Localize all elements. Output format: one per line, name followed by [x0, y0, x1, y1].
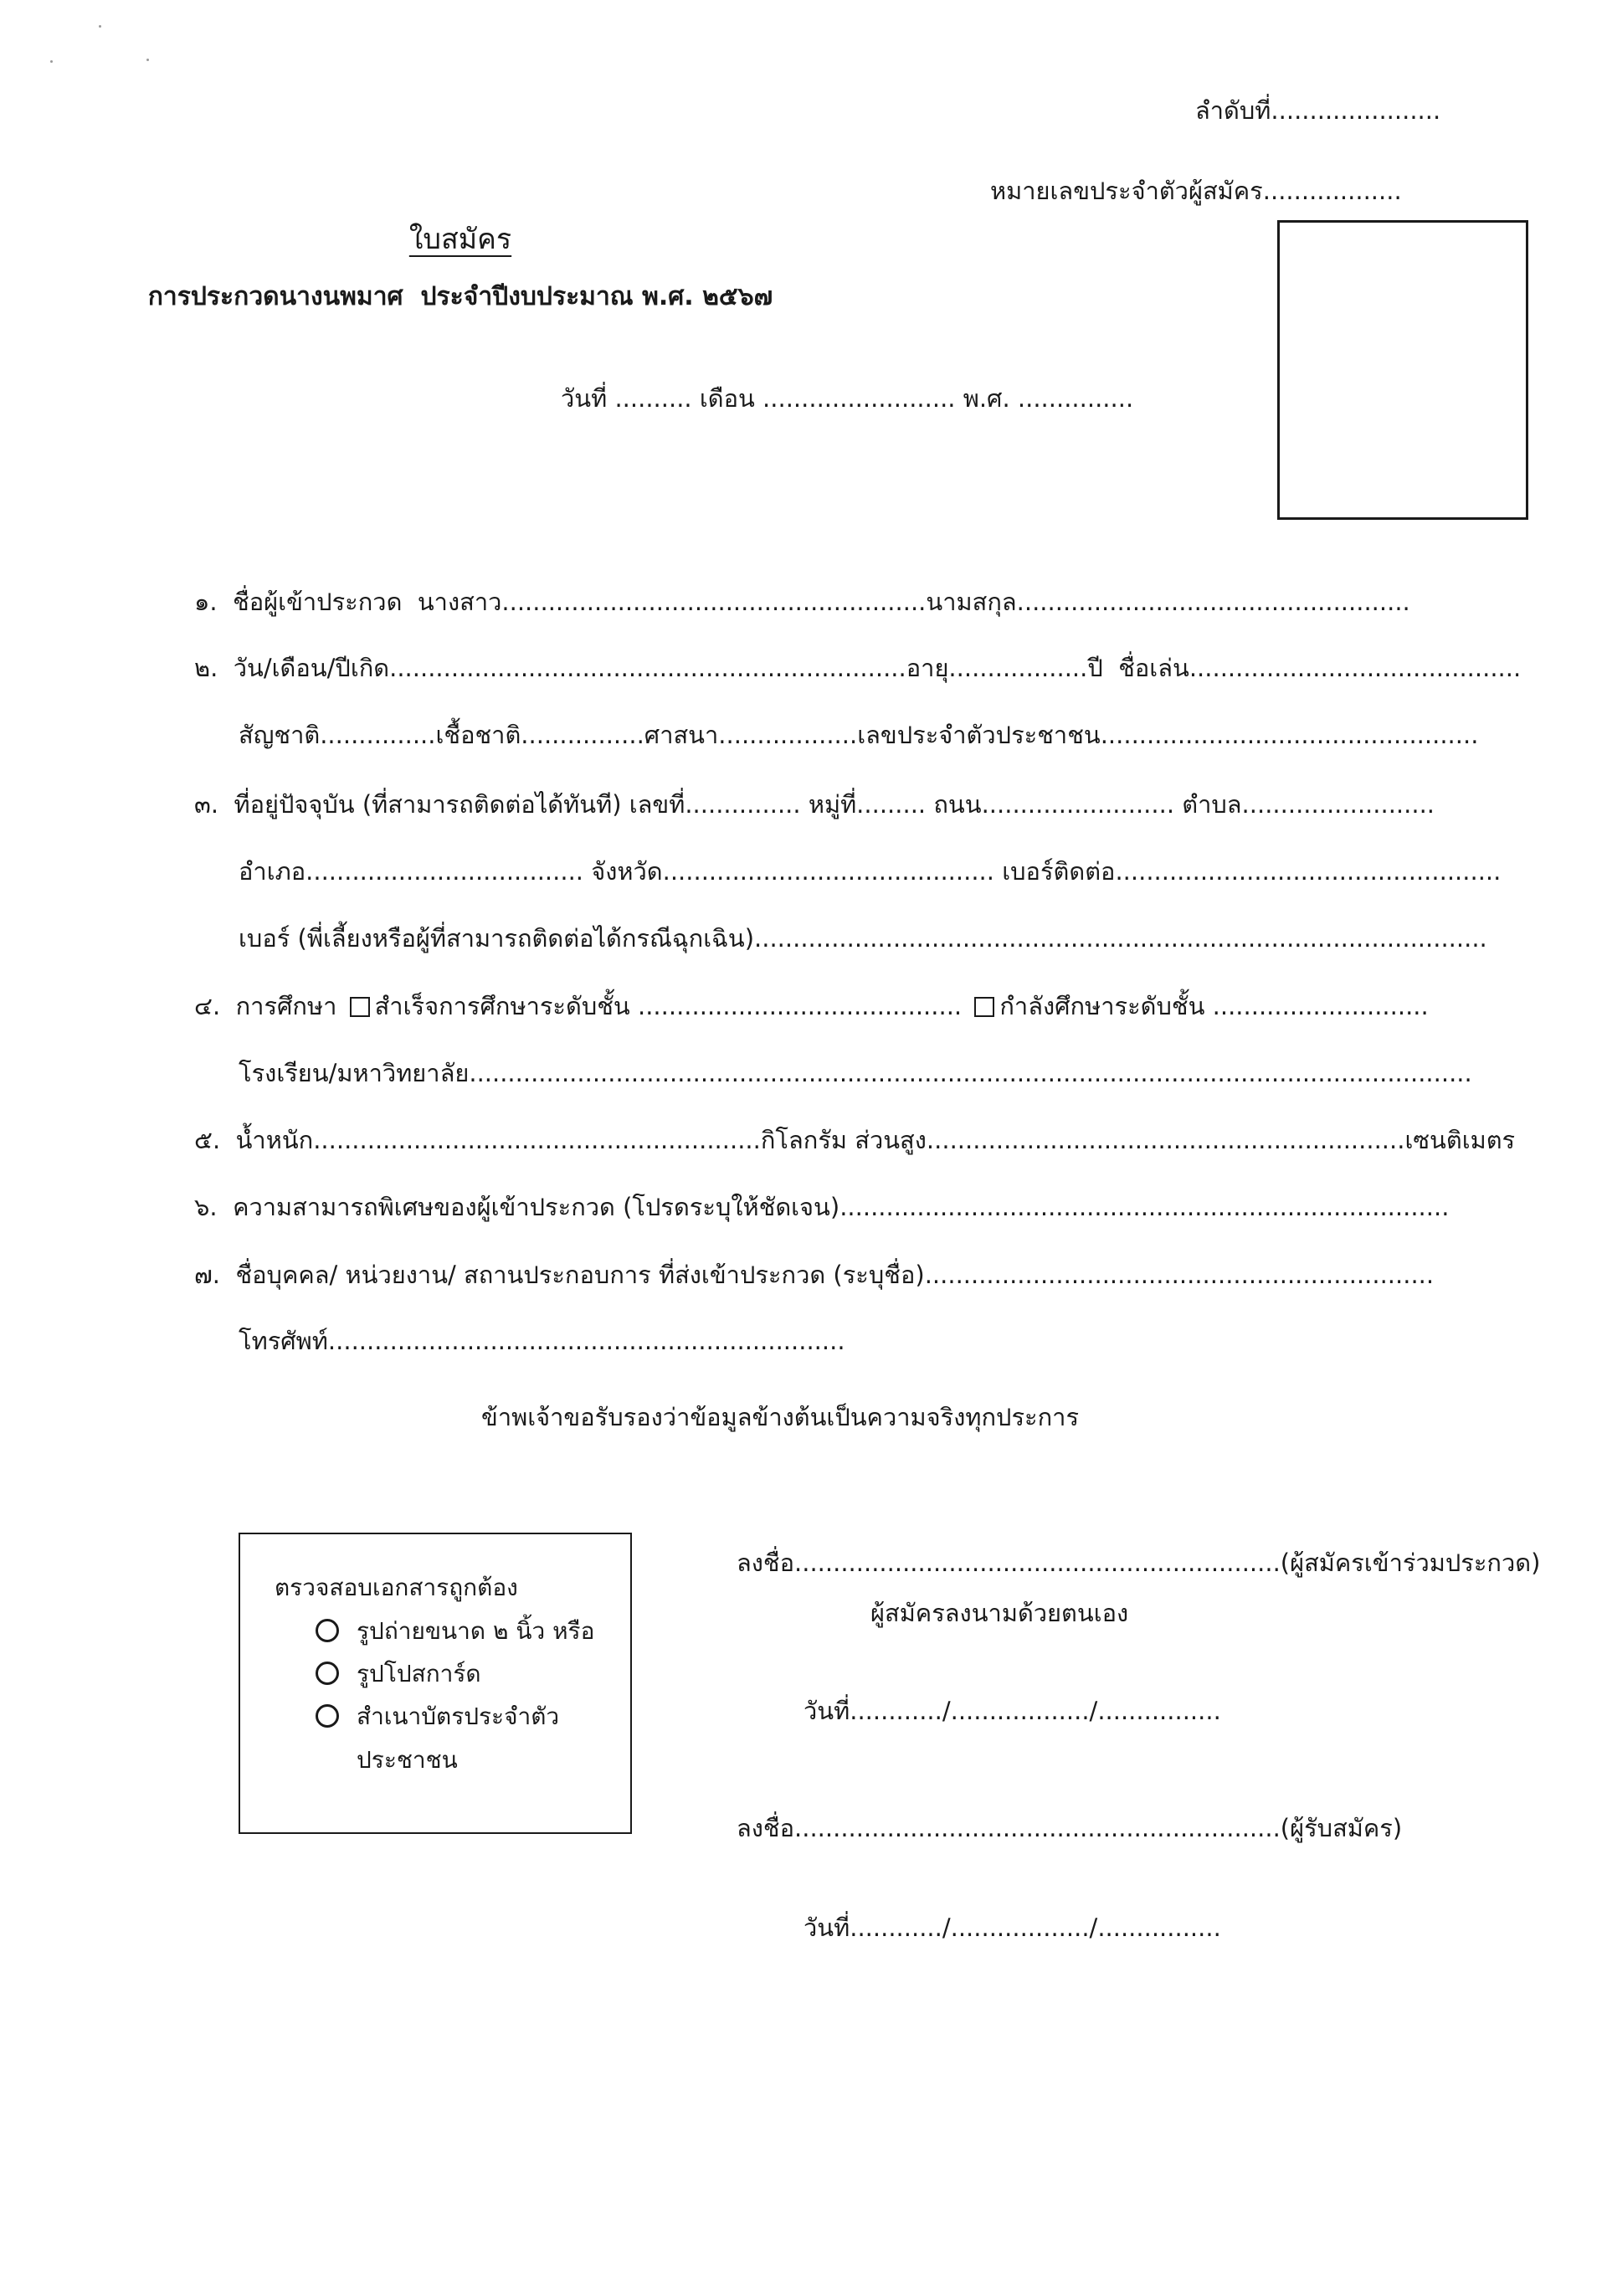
radio-photo[interactable] [316, 1619, 339, 1642]
form-subtitle: การประกวดนางนพมาศ ประจำปีงบประมาณ พ.ศ. ๒๕๖๗ [147, 282, 773, 311]
applicant-signature: ลงชื่อ...............................................................(ผู้สมัครเข้าร่วมประกวด) [737, 1549, 1541, 1577]
radio-postcard[interactable] [316, 1662, 339, 1685]
field-2-nationality: สัญชาติ...............เชื้อชาติ................ศาสนา..................เลขประจำตัวประชาชน................................................. [239, 721, 1479, 749]
checklist-item: รูปถ่ายขนาด ๒ นิ้ว หรือ [357, 1617, 595, 1645]
checkbox-studying[interactable] [974, 997, 994, 1017]
checklist-item: รูปโปสการ์ด [357, 1660, 481, 1687]
field-6-talent: ๖. ความสามารถพิเศษของผู้เข้าประกวด (โปรดระบุให้ชัดเจน)............................................................................... [194, 1193, 1450, 1221]
scan-speck [146, 59, 149, 61]
applicant-signature-note: ผู้สมัครลงนามด้วยตนเอง [870, 1599, 1129, 1627]
field-3-district: อำเภอ.................................... จังหวัด........................................... เบอร์ติดต่อ.................................................. [239, 857, 1502, 886]
field-5-weight-height: ๕. น้ำหนัก..........................................................กิโลกรัม ส่วนสูง..............................................................เซนติเมตร [194, 1126, 1516, 1154]
field-1-name: ๑. ชื่อผู้เข้าประกวด นางสาว.......................................................นามสกุล................................................... [194, 588, 1410, 616]
field-7-sender: ๗. ชื่อบุคคล/ หน่วยงาน/ สถานประกอบการ ที่ส่งเข้าประกวด (ระบุชื่อ).................................................................. [194, 1261, 1435, 1289]
applicant-id: หมายเลขประจำตัวผู้สมัคร.................. [990, 177, 1402, 205]
field-4-label: ๔. การศึกษา [194, 992, 337, 1020]
scan-speck [99, 25, 101, 28]
receiver-signature-date: วันที่............/................../................ [804, 1913, 1221, 1942]
field-3-address: ๓. ที่อยู่ปัจจุบัน (ที่สามารถติดต่อได้ทันที) เลขที่............... หมู่ที่......... ถนน......................... ตำบล......................... [194, 790, 1435, 819]
radio-id-copy[interactable] [316, 1704, 339, 1728]
checkbox-graduated[interactable] [350, 997, 370, 1017]
applicant-signature-date: วันที่............/................../................ [804, 1697, 1221, 1725]
field-4-education [194, 989, 1429, 1023]
field-4-school: โรงเรียน/มหาวิทยาลัย.................................................................................................................................. [239, 1059, 1472, 1087]
field-4-studying: กำลังศึกษาระดับชั้น ............................ [999, 992, 1429, 1020]
field-4-graduated: สำเร็จการศึกษาระดับชั้น .......................................... [374, 992, 963, 1020]
field-2-birthdate: ๒. วัน/เดือน/ปีเกิด...................................................................อายุ..................ปี ชื่อเล่น........................................... [194, 654, 1522, 682]
certification-text: ข้าพเจ้าขอรับรองว่าข้อมูลข้างต้นเป็นความจริงทุกประการ [481, 1403, 1080, 1431]
order-number: ลำดับที่...................... [1195, 96, 1441, 125]
receiver-signature: ลงชื่อ...............................................................(ผู้รับสมัคร) [737, 1814, 1403, 1842]
document-check-box [239, 1533, 632, 1834]
checklist-item: ประชาชน [357, 1746, 458, 1774]
field-3-emergency: เบอร์ (พี่เลี้ยงหรือผู้ที่สามารถติดต่อได้กรณีฉุกเฉิน)............................................................................................... [239, 924, 1487, 953]
form-title: ใบสมัคร [408, 223, 512, 256]
checklist-item: สำเนาบัตรประจำตัว [357, 1703, 560, 1730]
field-7-phone: โทรศัพท์................................................................... [239, 1327, 845, 1355]
photo-box [1277, 220, 1528, 520]
scan-speck [50, 60, 53, 63]
checklist-heading: ตรวจสอบเอกสารถูกต้อง [275, 1574, 518, 1601]
form-date: วันที่ .......... เดือน ......................... พ.ศ. ............... [561, 384, 1134, 413]
